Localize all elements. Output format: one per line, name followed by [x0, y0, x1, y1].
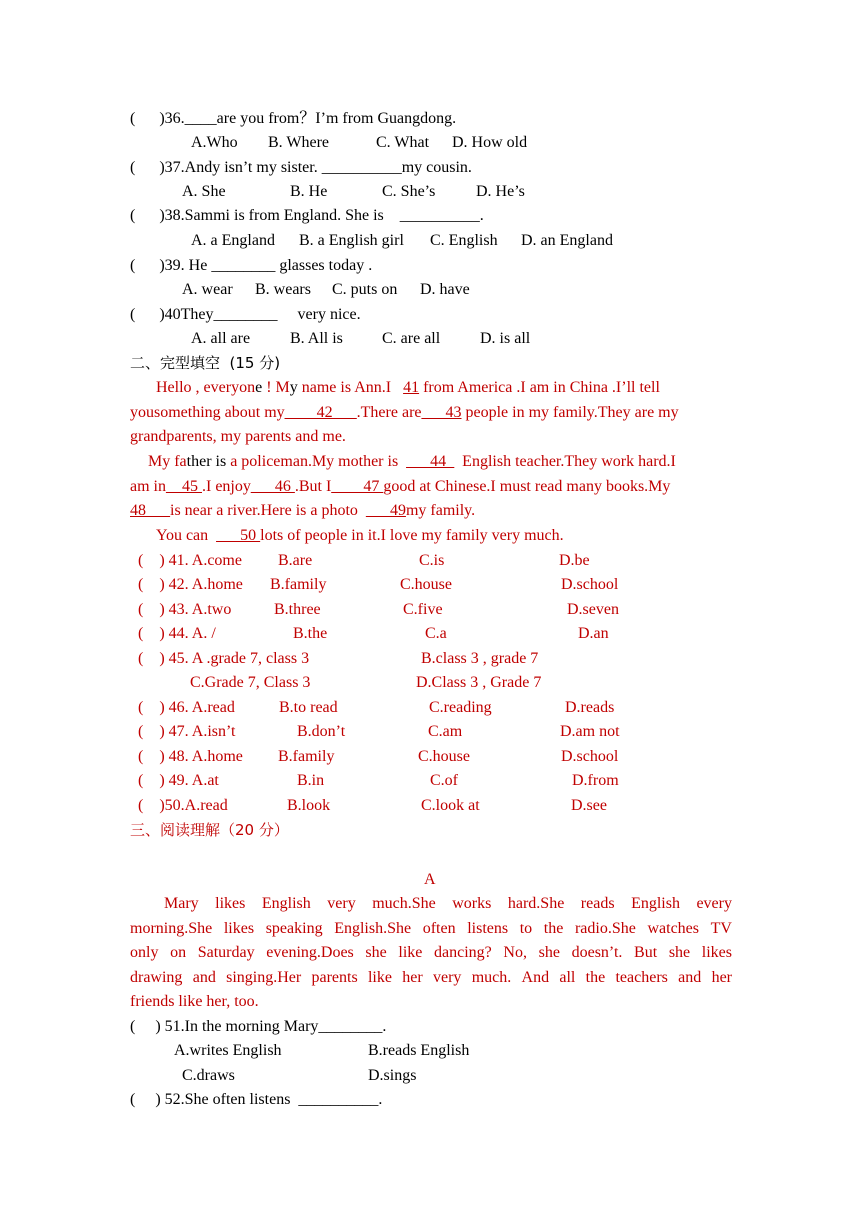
passage-word: teachers — [615, 969, 668, 986]
q50-b: B.look — [287, 797, 331, 814]
cloze-line-3: grandparents, my parents and me. — [130, 428, 346, 445]
question-52: ( ) 52.She often listens __________. — [130, 1091, 383, 1108]
q45-c-option: C.Grade 7, Class 3 — [190, 674, 311, 691]
passage-word: she — [365, 944, 387, 961]
q44-c: C.a — [425, 625, 447, 642]
q39-option-b: B. wears — [255, 281, 311, 298]
q47-c: C.am — [428, 723, 463, 740]
passage-word: and — [678, 969, 702, 986]
passage-word: to — [519, 920, 533, 937]
q49-b: B.in — [297, 772, 325, 789]
passage-word: dancing? — [434, 944, 492, 961]
passage-word: evening.Does — [266, 944, 354, 961]
question-51: ( ) 51.In the morning Mary________. — [130, 1018, 387, 1035]
passage-word: TV — [710, 920, 732, 937]
question-38: ( )38.Sammi is from England. She is __________. — [130, 207, 484, 224]
blank-41: 41 — [403, 379, 420, 396]
passage-word: And — [521, 969, 550, 986]
q36-option-c: C. What — [376, 134, 430, 151]
q44-d: D.an — [578, 625, 609, 642]
passage-word: drawing — [130, 969, 183, 986]
q49-c: C.of — [430, 772, 458, 789]
q43: ( ) 43. A.two — [138, 601, 232, 618]
q46-d: D.reads — [565, 699, 615, 716]
passage-word: and — [192, 969, 216, 986]
q48-c: C.house — [418, 748, 470, 765]
q40-option-d: D. is all — [480, 330, 531, 347]
q36-option-d: D. How old — [452, 134, 528, 151]
q46: ( ) 46. A.read — [138, 699, 235, 716]
q37-option-b: B. He — [290, 183, 328, 200]
q46-c: C.reading — [429, 699, 492, 716]
cloze-line-4: My father is a policeman.My mother is ___44_ English teacher.They work hard.I — [148, 453, 676, 470]
question-39: ( )39. He ________ glasses today . — [130, 257, 373, 274]
passage-word: like — [367, 969, 392, 986]
passage-word: doesn’t. — [571, 944, 623, 961]
passage-word: watches — [647, 920, 699, 937]
passage-word: parents — [311, 969, 358, 986]
q45-b-option: B.class 3 , grade 7 — [421, 650, 539, 667]
question-36: ( )36.____are you from？I’m from Guangdong. — [130, 110, 457, 127]
passage-line-2 — [130, 919, 732, 939]
section3-heading: 三、阅读理解（20 分） — [130, 821, 289, 839]
passage-word: her — [711, 969, 732, 986]
passage-word: morning.She — [130, 920, 213, 937]
q37-option-d: D. He’s — [476, 183, 525, 200]
passage-word: very — [327, 895, 356, 912]
passage-line-1 — [164, 894, 732, 914]
q43-d: D.seven — [567, 601, 619, 618]
q51-option-c: C.draws — [182, 1067, 235, 1084]
passage-word: likes — [223, 920, 255, 937]
passage-word: hard.She — [507, 895, 565, 912]
passage-word: English — [261, 895, 311, 912]
q51-option-a: A.writes English — [174, 1042, 282, 1059]
q38-option-d: D. an England — [521, 232, 613, 249]
passage-word: singing.Her — [226, 969, 302, 986]
passage-word: her — [402, 969, 423, 986]
question-40: ( )40They________ very nice. — [130, 306, 361, 323]
q47-d: D.am not — [560, 723, 620, 740]
passage-word: much.She — [372, 895, 436, 912]
q38-option-c: C. English — [430, 232, 498, 249]
passage-word: all — [559, 969, 576, 986]
cloze-line-6: 48___is near a river.Here is a photo ___49my family. — [130, 502, 476, 519]
q39-option-a: A. wear — [182, 281, 233, 298]
passage-word: reads — [580, 895, 615, 912]
passage-word: much. — [471, 969, 512, 986]
blank-44: ___44_ — [406, 453, 455, 470]
q36-option-b: B. Where — [268, 134, 330, 151]
q48-d: D.school — [561, 748, 619, 765]
passage-line-4 — [130, 968, 732, 988]
q42: ( ) 42. A.home — [138, 576, 243, 593]
passage-line-3 — [130, 943, 732, 963]
passage-word: she — [668, 944, 691, 961]
passage-word: the — [543, 920, 564, 937]
question-37: ( )37.Andy isn’t my sister. __________my cousin. — [130, 159, 472, 176]
passage-word: radio.She — [574, 920, 636, 937]
q42-c: C.house — [400, 576, 452, 593]
q41: ( ) 41. A.come — [138, 552, 242, 569]
passage-label: A — [424, 871, 436, 888]
passage-word: on — [170, 944, 187, 961]
q49-d: D.from — [572, 772, 619, 789]
q41-b: B.are — [278, 552, 313, 569]
q37-option-a: A. She — [182, 183, 226, 200]
q50: ( )50.A.read — [138, 797, 228, 814]
q40-option-a: A. all are — [191, 330, 251, 347]
passage-word: English — [631, 895, 680, 912]
cloze-line-2: yousomething about my____42___.There are___43 people in my family.They are my — [130, 404, 679, 421]
q39-option-c: C. puts on — [332, 281, 398, 298]
blank-43: ___43 — [421, 404, 462, 421]
q45-d-option: D.Class 3 , Grade 7 — [416, 674, 542, 691]
q40-option-c: C. are all — [382, 330, 441, 347]
passage-word: English.She — [334, 920, 412, 937]
blank-46: ___46 — [250, 478, 295, 495]
blank-47: ____47 — [331, 478, 384, 495]
passage-word: works — [452, 895, 492, 912]
q44-b: B.the — [293, 625, 328, 642]
q39-option-d: D. have — [420, 281, 470, 298]
q50-c: C.look at — [421, 797, 480, 814]
q43-c: C.five — [403, 601, 443, 618]
q42-b: B.family — [270, 576, 327, 593]
passage-word: Mary — [164, 895, 199, 912]
passage-word: Saturday — [197, 944, 255, 961]
cloze-line-1: Hello , everyone ! My name is Ann.I 41 from America .I am in China .I’ll tell — [156, 379, 660, 396]
q42-d: D.school — [561, 576, 619, 593]
passage-word: like — [398, 944, 423, 961]
passage-word: But — [634, 944, 658, 961]
passage-line-5: friends like her, too. — [130, 993, 259, 1010]
q38-option-b: B. a English girl — [299, 232, 404, 249]
q48: ( ) 48. A.home — [138, 748, 243, 765]
passage-word: listens — [467, 920, 509, 937]
section2-heading: 二、完型填空 (15 分) — [130, 354, 281, 372]
blank-45: __45 — [166, 478, 202, 495]
passage-word: only — [130, 944, 159, 961]
passage-word: often — [422, 920, 456, 937]
q41-c: C.is — [419, 552, 445, 569]
q38-option-a: A. a England — [191, 232, 275, 249]
cloze-line-5: am in__45 .I enjoy___46 .But I____47 good at Chinese.I must read many books.My — [130, 478, 671, 495]
q50-d: D.see — [571, 797, 607, 814]
passage-word: every — [696, 895, 732, 912]
q48-b: B.family — [278, 748, 335, 765]
q51-option-d: D.sings — [368, 1067, 417, 1084]
blank-49: ___49 — [365, 502, 406, 519]
passage-word: speaking — [265, 920, 323, 937]
q37-option-c: C. She’s — [382, 183, 436, 200]
q40-option-b: B. All is — [290, 330, 343, 347]
q44: ( ) 44. A. / — [138, 625, 216, 642]
passage-word: very — [432, 969, 462, 986]
q43-b: B.three — [274, 601, 321, 618]
q45: ( ) 45. A .grade 7, class 3 — [138, 650, 310, 667]
blank-50: ___50 — [216, 527, 261, 544]
q49: ( ) 49. A.at — [138, 772, 219, 789]
cloze-line-7: You can ___50 lots of people in it.I love my family very much. — [156, 527, 564, 544]
passage-word: No, — [503, 944, 527, 961]
passage-word: the — [585, 969, 606, 986]
q41-d: D.be — [559, 552, 590, 569]
q47-b: B.don’t — [297, 723, 346, 740]
q51-option-b: B.reads English — [368, 1042, 470, 1059]
q47: ( ) 47. A.isn’t — [138, 723, 236, 740]
passage-word: likes — [701, 944, 732, 961]
passage-word: she — [538, 944, 560, 961]
blank-48: 48 — [130, 502, 146, 519]
blank-42: ____42___ — [284, 404, 357, 421]
passage-word: likes — [215, 895, 246, 912]
q46-b: B.to read — [279, 699, 338, 716]
q36-option-a: A.Who — [191, 134, 238, 151]
